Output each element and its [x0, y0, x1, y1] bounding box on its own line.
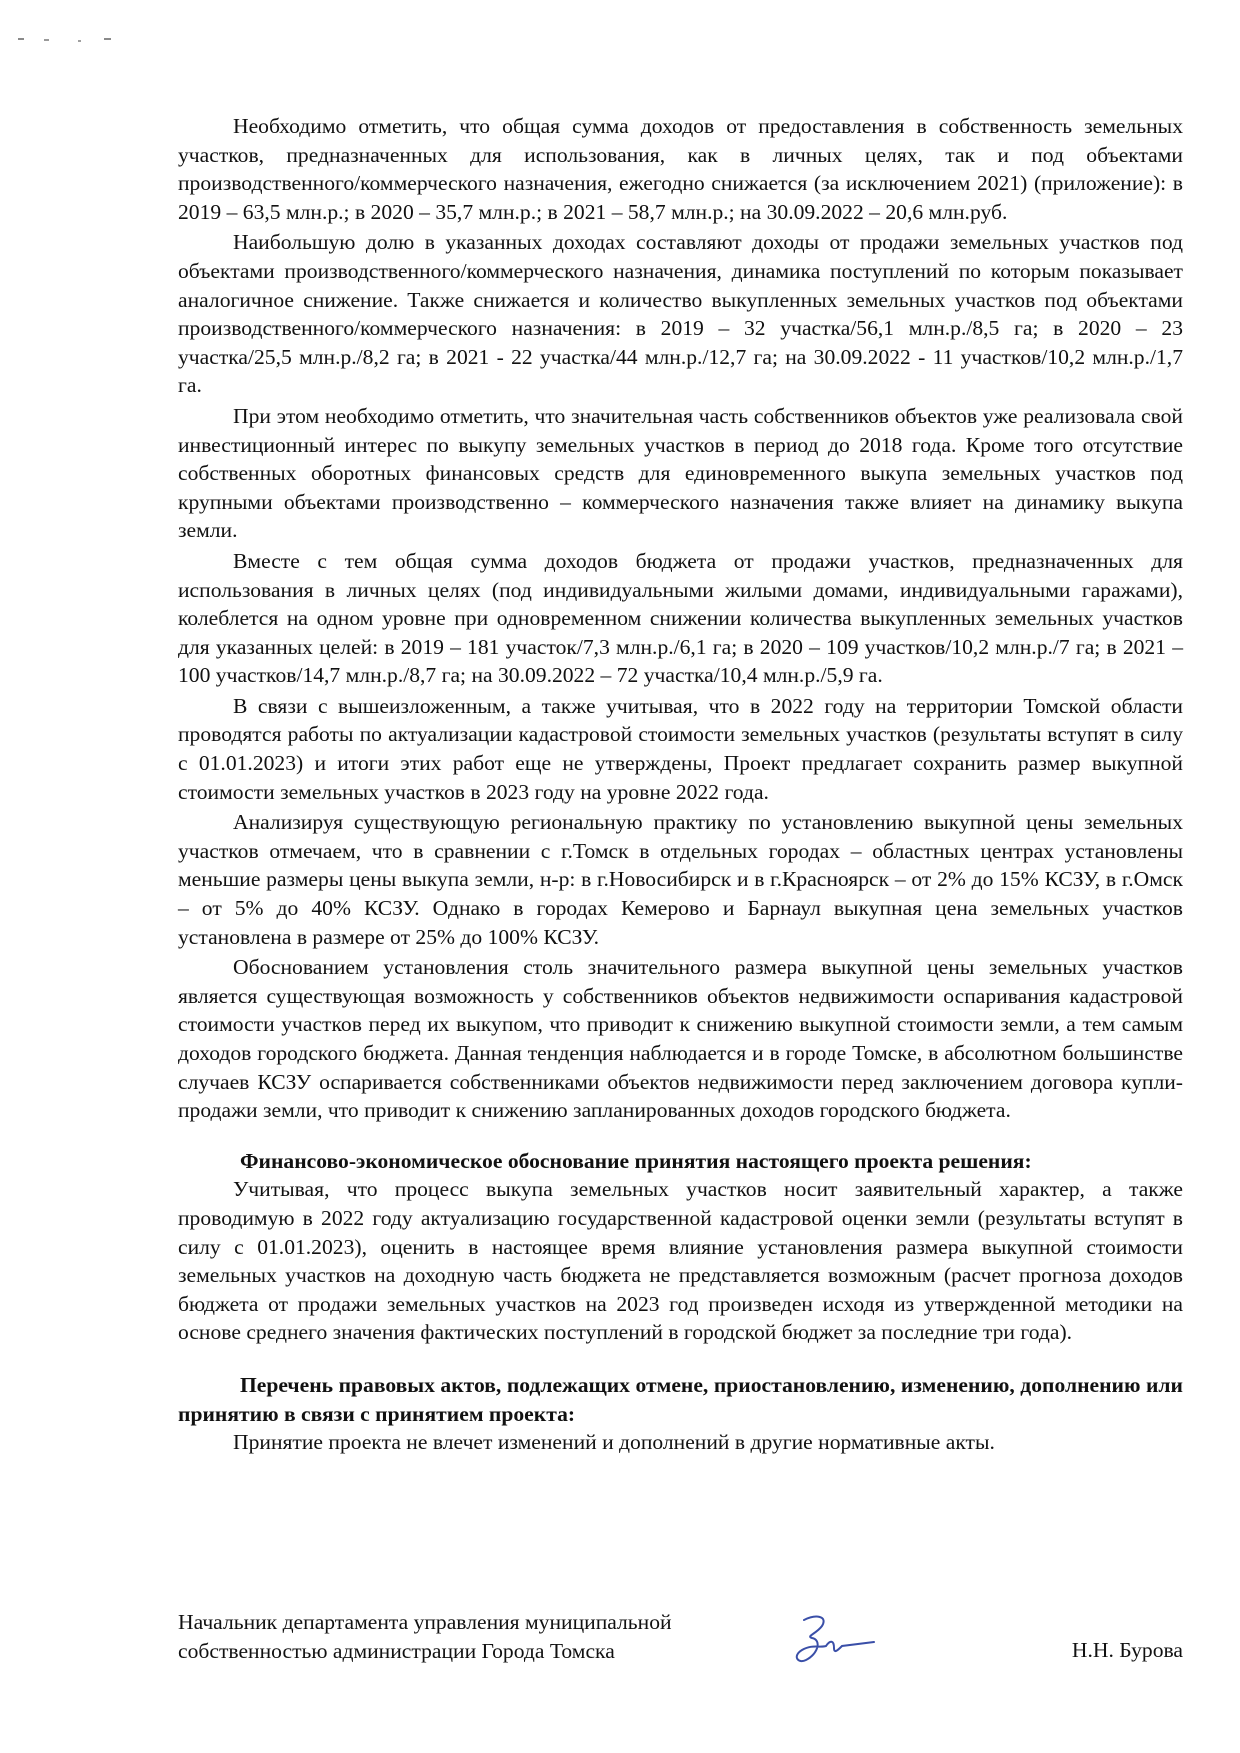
financial-text: Учитывая, что процесс выкупа земельных участков носит заявительный характер, а также проводимую в 2022 году актуализацию государственной кадастровой оценки земли (результаты вступят в силу с 01.01.2023), оценить в настоящее время влияние установления размера выкупной стоимости земельных участков на доходную часть бюджета не представляется возможным (расчет прогноза доходов бюджета от продажи земельных участков на 2023 год произведен исходя из утвержденной методики на основе среднего значения фактических поступлений в городской бюджет за последние три года). — [178, 1177, 1183, 1345]
legal-acts-text: Принятие проекта не влечет изменений и дополнений в другие нормативные акты. — [233, 1430, 995, 1455]
financial-heading: Финансово-экономическое обоснование принятия настоящего проекта решения: — [240, 1148, 1032, 1173]
signature-block — [178, 1608, 1183, 1678]
signatory-title-line-2: собственностью администрации Города Томска — [178, 1638, 615, 1663]
legal-acts-heading: Перечень правовых актов, подлежащих отмене, приостановлению, изменению, дополнению или принятию в связи с принятием проекта: — [178, 1372, 1183, 1426]
handwritten-signature-icon — [776, 1610, 886, 1670]
signatory-title-line-1: Начальник департамента управления муниципальной — [178, 1610, 672, 1634]
paragraph-cadastral-update: В связи с вышеизложенным, а также учитывая, что в 2022 году на территории Томской области проводятся работы по актуализации кадастровой стоимости земельных участков (результаты вступят в силу с 01.01.2023) и итоги этих работ еще не утверждены, Проект предлагает сохранить размер выкупной стоимости земельных участков в 2023 году на уровне 2022 года. — [178, 693, 1183, 804]
paragraph-commercial-share: Наибольшую долю в указанных доходах составляют доходы от продажи земельных участков под объектами производственного/коммерческого назначения, динамика поступлений по которым показывает аналогичное снижение. Также снижается и количество выкупленных земельных участков под объектами производственного/коммерческого назначения: в 2019 – 32 участка/56,1 млн.р./8,5 га; в 2020 – 23 участка/25,5 млн.р./8,2 га; в 2021 - 22 участка/44 млн.р./12,7 га; на 30.09.2022 - 11 участков/10,2 млн.р./1,7 га. — [178, 230, 1183, 398]
signatory-name: Н.Н. Бурова — [1071, 1638, 1183, 1662]
paragraph-personal-use: Вместе с тем общая сумма доходов бюджета от продажи участков, предназначенных для использования в личных целях (под индивидуальными жилыми домами, индивидуальными гаражами), колеблется на одном уровне при одновременном снижении количества выкупленных земельных участков для указанных целей: в 2019 – 181 участок/7,3 млн.р./6,1 га; в 2020 – 109 участков/10,2 млн.р./7 га; в 2021 – 100 участков/14,7 млн.р./8,7 га; на 30.09.2022 – 72 участка/10,4 млн.р./5,9 га. — [178, 548, 1183, 688]
paragraph-regional-practice: Анализируя существующую региональную практику по установлению выкупной цены земельных участков отмечаем, что в сравнении с г.Томск в отдельных городах – областных центрах установлены меньшие размеры цены выкупа земли, н-р: в г.Новосибирск и в г.Красноярск – от 2% до 15% КСЗУ, в г.Омск – от 5% до 40% КСЗУ. Однако в городах Кемерово и Барнаул выкупная цена земельных участков установлена в размере от 25% до 100% КСЗУ. — [178, 810, 1183, 949]
paragraph-investment-interest: При этом необходимо отметить, что значительная часть собственников объектов уже реализовала свой инвестиционный интерес по выкупу земельных участков в период до 2018 года. Кроме того отсутствие собственных оборотных финансовых средств для единовременного выкупа земельных участков под крупными объектами производственно – коммерческого назначения также влияет на динамику выкупа земли. — [178, 403, 1183, 543]
document-body — [178, 112, 1183, 1457]
scan-specks-decoration — [18, 34, 128, 46]
paragraph-price-justification: Обоснованием установления столь значительного размера выкупной цены земельных участков является существующая возможность у собственников объектов недвижимости оспаривания кадастровой стоимости участков перед их выкупом, что приводит к снижению выкупной стоимости земли, а тем самым доходов городского бюджета. Данная тенденция наблюдается и в городе Томске, в абсолютном большинстве случаев КСЗУ оспаривается собственниками объектов недвижимости перед заключением договора купли-продажи земли, что приводит к снижению запланированных доходов городского бюджета. — [178, 955, 1183, 1123]
paragraph-income-decline: Необходимо отметить, что общая сумма доходов от предоставления в собственность земельных участков, предназначенных для использования, как в личных целях, так и под объектами производственного/коммерческого назначения, ежегодно снижается (за исключением 2021) (приложение): в 2019 – 63,5 млн.р.; в 2020 – 35,7 млн.р.; в 2021 – 58,7 млн.р.; на 30.09.2022 – 20,6 млн.руб. — [178, 114, 1183, 224]
signatory-title — [178, 1608, 738, 1665]
